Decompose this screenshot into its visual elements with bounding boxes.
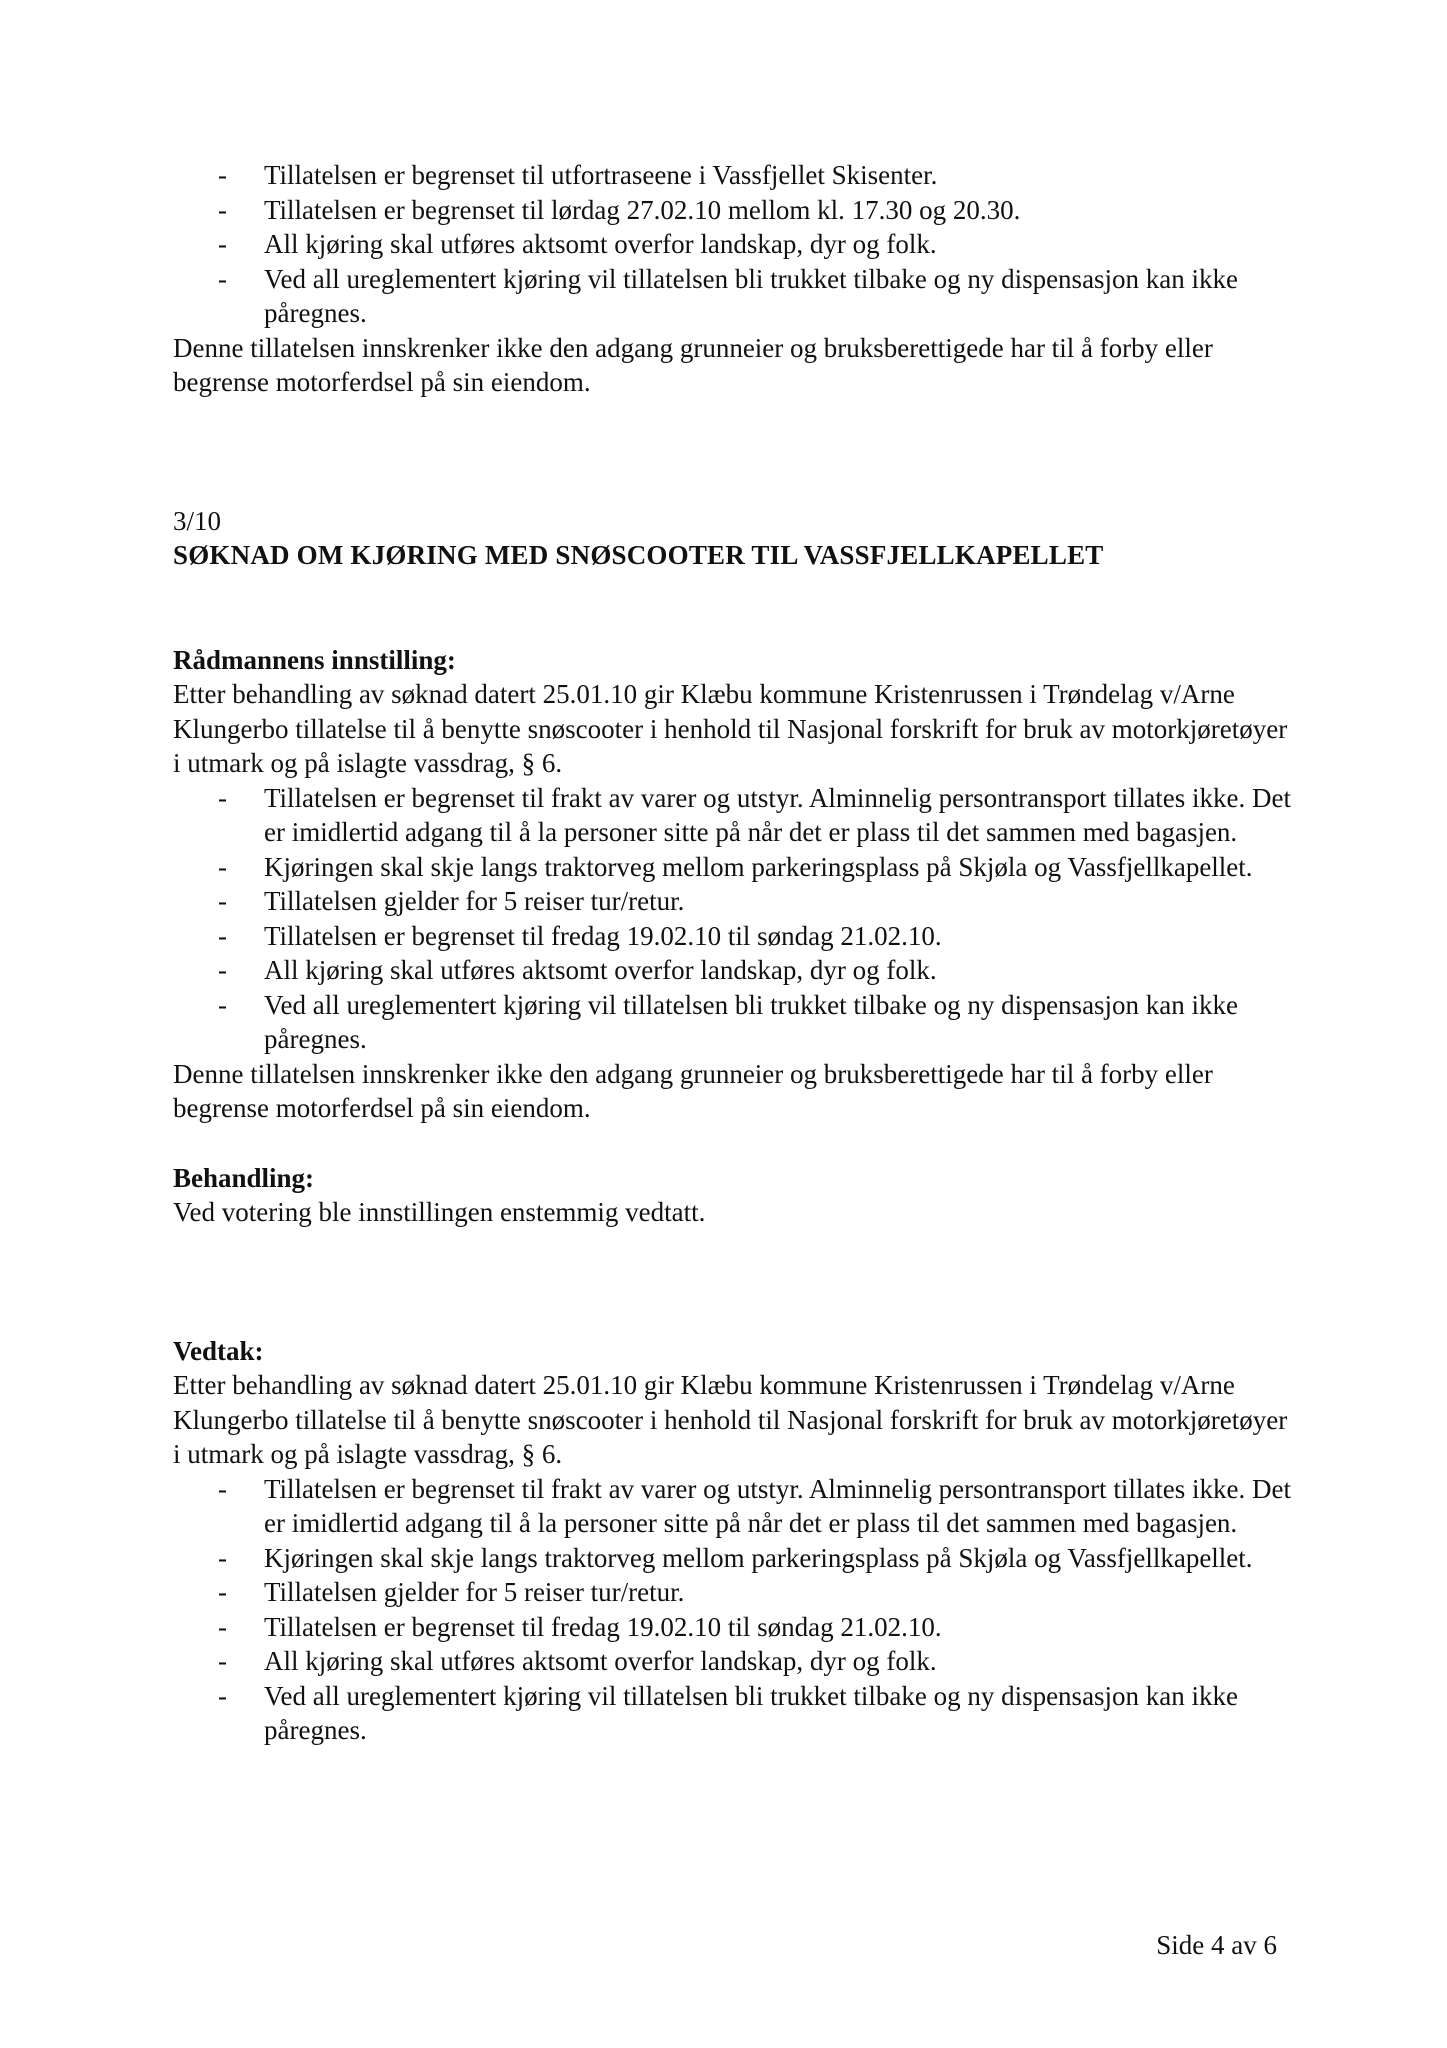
- list-item: - All kjøring skal utføres aktsomt overfor landskap, dyr og folk.: [173, 1644, 1293, 1679]
- document-page: [173, 158, 1293, 1748]
- case-number: 3/10: [173, 505, 222, 536]
- decision-intro: Etter behandling av søknad datert 25.01.10 gir Klæbu kommune Kristenrussen i Trøndelag v/Arne Klungerbo tillatelse til å benytte snøscooter i henhold til Nasjonal forskrift for bruk av motorkjøretøyer i utmark og på islagte vassdrag, § 6.: [173, 1370, 1288, 1469]
- list-item: - Ved all ureglementert kjøring vil tillatelsen bli trukket tilbake og ny dispensasjon kan ikke påregnes.: [173, 988, 1293, 1057]
- recommendation-intro: Etter behandling av søknad datert 25.01.10 gir Klæbu kommune Kristenrussen i Trøndelag v/Arne Klungerbo tillatelse til å benytte snøscooter i henhold til Nasjonal forskrift for bruk av motorkjøretøyer i utmark og på islagte vassdrag, § 6.: [173, 679, 1288, 778]
- decision-conditions-list: [173, 1472, 1293, 1748]
- list-item: - Ved all ureglementert kjøring vil tillatelsen bli trukket tilbake og ny dispensasjon kan ikke påregnes.: [173, 1679, 1293, 1748]
- list-item: - Tillatelsen er begrenset til fredag 19.02.10 til søndag 21.02.10.: [173, 1610, 1293, 1645]
- list-item: - Tillatelsen er begrenset til fredag 19.02.10 til søndag 21.02.10.: [173, 919, 1293, 954]
- recommendation-conditions-list: [173, 781, 1293, 1057]
- top-disclaimer: Denne tillatelsen innskrenker ikke den adgang grunneier og bruksberettigede har til å forby eller begrense motorferdsel på sin eiendom.: [173, 332, 1213, 397]
- case-title: SØKNAD OM KJØRING MED SNØSCOOTER TIL VASSFJELLKAPELLET: [173, 540, 1104, 570]
- list-item: - Tillatelsen er begrenset til frakt av varer og utstyr. Alminnelig persontransport tillates ikke. Det er imidlertid adgang til å la personer sitte på når det er plass til det sammen med bagasjen.: [173, 1472, 1293, 1541]
- list-item: - Kjøringen skal skje langs traktorveg mellom parkeringsplass på Skjøla og Vassfjellkapellet.: [173, 1541, 1293, 1576]
- list-item: - Tillatelsen gjelder for 5 reiser tur/retur.: [173, 1575, 1293, 1610]
- list-item: - Tillatelsen er begrenset til lørdag 27.02.10 mellom kl. 17.30 og 20.30.: [173, 193, 1293, 228]
- list-item: - Tillatelsen er begrenset til utfortraseene i Vassfjellet Skisenter.: [173, 158, 1293, 193]
- page-number: Side 4 av 6: [1156, 1930, 1277, 1960]
- list-item: - Kjøringen skal skje langs traktorveg mellom parkeringsplass på Skjøla og Vassfjellkapellet.: [173, 850, 1293, 885]
- treatment-text: Ved votering ble innstillingen enstemmig vedtatt.: [173, 1197, 706, 1227]
- list-item: - Ved all ureglementert kjøring vil tillatelsen bli trukket tilbake og ny dispensasjon kan ikke påregnes.: [173, 262, 1293, 331]
- decision-heading: Vedtak:: [173, 1335, 264, 1366]
- list-item: - All kjøring skal utføres aktsomt overfor landskap, dyr og folk.: [173, 227, 1293, 262]
- recommendation-heading: Rådmannens innstilling:: [173, 644, 456, 675]
- list-item: - Tillatelsen gjelder for 5 reiser tur/retur.: [173, 884, 1293, 919]
- list-item: - Tillatelsen er begrenset til frakt av varer og utstyr. Alminnelig persontransport tillates ikke. Det er imidlertid adgang til å la personer sitte på når det er plass til det sammen med bagasjen.: [173, 781, 1293, 850]
- top-conditions-list: [173, 158, 1293, 331]
- treatment-heading: Behandling:: [173, 1162, 315, 1193]
- list-item: - All kjøring skal utføres aktsomt overfor landskap, dyr og folk.: [173, 953, 1293, 988]
- recommendation-disclaimer: Denne tillatelsen innskrenker ikke den adgang grunneier og bruksberettigede har til å forby eller begrense motorferdsel på sin eiendom.: [173, 1058, 1213, 1123]
